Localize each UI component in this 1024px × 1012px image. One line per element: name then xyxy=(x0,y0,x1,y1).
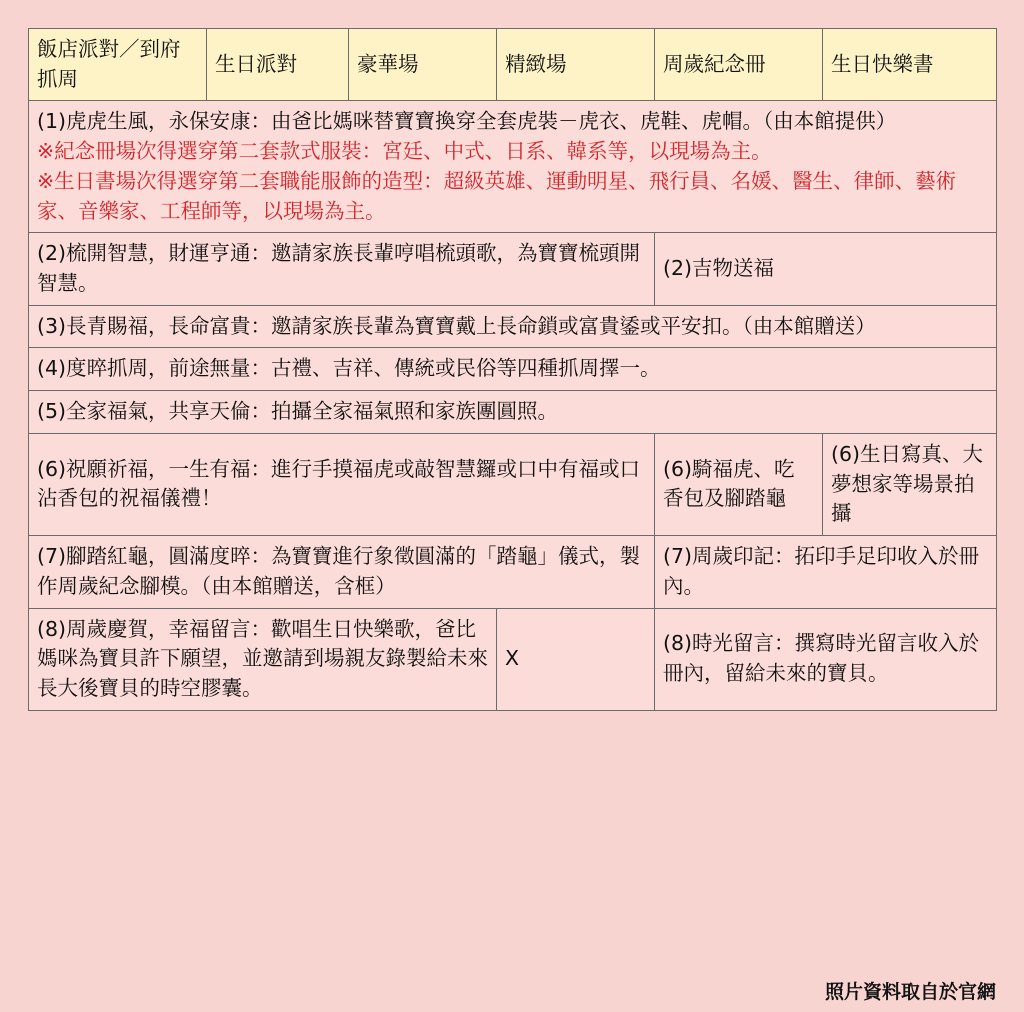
column-header-hotel-party: 飯店派對／到府抓周 xyxy=(29,29,207,101)
table-row xyxy=(29,391,997,434)
table-body xyxy=(29,101,997,710)
row-7-right: (7)周歲印記：拓印手足印收入於冊內。 xyxy=(655,536,997,608)
row-2-right: (2)吉物送福 xyxy=(655,233,997,305)
column-header-deluxe: 豪華場 xyxy=(349,29,497,101)
table-header-row xyxy=(29,29,997,101)
row-8-middle: X xyxy=(497,608,655,710)
row-1-content xyxy=(29,101,997,233)
row-2-main: (2)梳開智慧，財運亨通：邀請家族長輩哼唱梳頭歌，為寶寶梳頭開智慧。 xyxy=(29,233,655,305)
row-1-main-text: (1)虎虎生風，永保安康：由爸比媽咪替寶寶換穿全套虎裝－虎衣、虎鞋、虎帽。（由本館提供） xyxy=(37,109,897,134)
row-5-main: (5)全家福氣，共享天倫：拍攝全家福氣照和家族團圓照。 xyxy=(29,391,997,434)
row-8-right: (8)時光留言：撰寫時光留言收入於冊內，留給未來的寶貝。 xyxy=(655,608,997,710)
row-1-note-book: ※生日書場次得選穿第二套職能服飾的造型：超級英雄、運動明星、飛行員、名媛、醫生、律師、藝術家、音樂家、工程師等，以現場為主。 xyxy=(37,168,957,223)
row-6-book: (6)生日寫真、大夢想家等場景拍攝 xyxy=(823,433,997,535)
table-row xyxy=(29,348,997,391)
row-7-main: (7)腳踏紅龜，圓滿度晬：為寶寶進行象徵圓滿的「踏龜」儀式，製作周歲紀念腳模。（由本館贈送，含框） xyxy=(29,536,655,608)
column-header-refined: 精緻場 xyxy=(497,29,655,101)
package-comparison-table xyxy=(28,28,997,711)
row-4-main: (4)度晬抓周，前途無量：古禮、吉祥、傳統或民俗等四種抓周擇一。 xyxy=(29,348,997,391)
column-header-birthday-party: 生日派對 xyxy=(207,29,349,101)
table-row xyxy=(29,536,997,608)
row-3-main: (3)長青賜福，長命富貴：邀請家族長輩為寶寶戴上長命鎖或富貴鋈或平安扣。（由本館贈送） xyxy=(29,305,997,348)
table-row xyxy=(29,101,997,233)
source-note: 照片資料取自於官網 xyxy=(824,981,996,1003)
row-8-main: (8)周歲慶賀，幸福留言：歡唱生日快樂歌，爸比媽咪為寶貝許下願望，並邀請到場親友錄製給未來長大後寶貝的時空膠囊。 xyxy=(29,608,497,710)
column-header-album: 周歲紀念冊 xyxy=(655,29,823,101)
row-1-note-album: ※紀念冊場次得選穿第二套款式服裝：宮廷、中式、日系、韓系等，以現場為主。 xyxy=(37,139,772,164)
row-6-main: (6)祝願祈福，一生有福：進行手摸福虎或敲智慧鑼或口中有福或口沾香包的祝福儀禮！ xyxy=(29,433,655,535)
table-row xyxy=(29,233,997,305)
table-row xyxy=(29,433,997,535)
table-header xyxy=(29,29,997,101)
table-row xyxy=(29,305,997,348)
row-6-album: (6)騎福虎、吃香包及腳踏龜 xyxy=(655,433,823,535)
table-row xyxy=(29,608,997,710)
column-header-birthday-book: 生日快樂書 xyxy=(823,29,997,101)
